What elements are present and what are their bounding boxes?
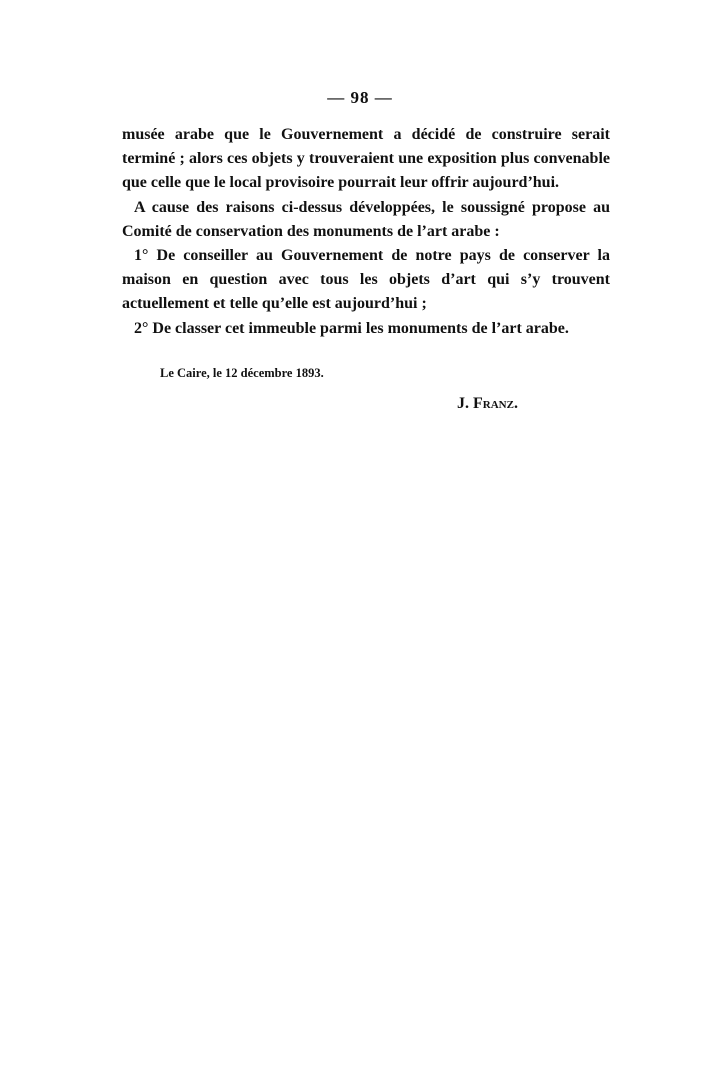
signature xyxy=(457,395,518,413)
paragraph-item-2: 2° De classer cet immeuble parmi les monuments de l’art arabe. xyxy=(134,319,569,337)
paragraph-proposal: A cause des raisons ci-dessus développées, le soussigné propose au Comité de conservation des monuments de l’art arabe : xyxy=(122,198,610,240)
paragraph-item-1: 1° De conseiller au Gouvernement de notre pays de conserver la maison en question avec tous les objets d’art qui s’y trouvent actuellement et telle qu’elle est aujourd’hui ; xyxy=(122,247,610,313)
paragraph-continuation: musée arabe que le Gouvernement a décidé de construire serait terminé ; alors ces objets y trouveraient une exposition plus convenable que celle que le local provisoire pourrait leur offrir aujourd’hui. xyxy=(122,126,610,192)
body-text xyxy=(122,123,610,341)
signature-name: Franz. xyxy=(473,395,518,412)
signature-initial: J. xyxy=(457,395,473,412)
date-line: Le Caire, le 12 décembre 1893. xyxy=(160,366,324,380)
page-number: — 98 — xyxy=(327,88,393,107)
